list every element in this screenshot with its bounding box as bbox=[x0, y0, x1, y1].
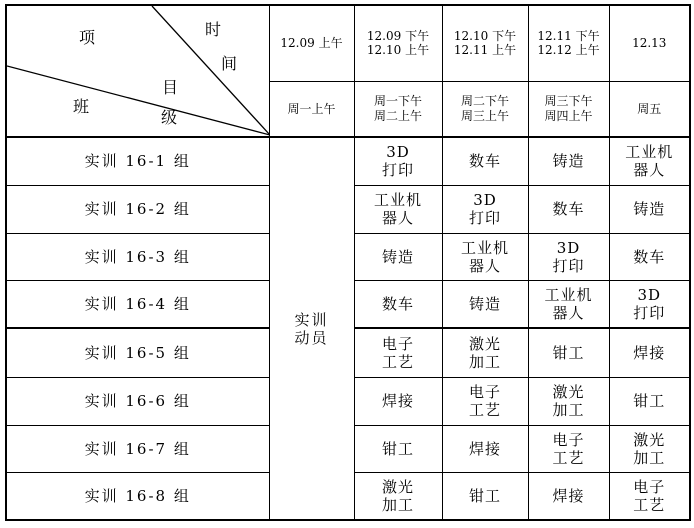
group-name-cell: 实训 16-2 组 bbox=[6, 185, 269, 233]
course-cell bbox=[442, 280, 528, 328]
mobilization-cell bbox=[269, 137, 354, 520]
date-line: 12.10 下午 bbox=[453, 28, 517, 43]
course-line: 器人 bbox=[381, 209, 414, 227]
course-line: 加工 bbox=[552, 401, 585, 419]
course-line: 数车 bbox=[552, 200, 585, 218]
course-line: 工业机 bbox=[625, 143, 674, 162]
group-name-cell: 实训 16-5 组 bbox=[6, 328, 269, 377]
corner-label-mu: 目 bbox=[162, 78, 179, 97]
weekday-line: 周二上午 bbox=[373, 108, 422, 123]
date-line: 12.11 上午 bbox=[453, 43, 517, 58]
course-line: 钳工 bbox=[552, 343, 585, 362]
course-cell bbox=[609, 328, 690, 377]
course-cell bbox=[442, 377, 528, 425]
mobilization-line: 动员 bbox=[294, 328, 329, 347]
course-line: 电子 bbox=[468, 383, 501, 401]
corner-label-ban: 班 bbox=[73, 97, 90, 116]
course-line: 铸造 bbox=[552, 152, 585, 171]
header-date-1 bbox=[269, 5, 354, 81]
course-line: 铸造 bbox=[381, 247, 414, 266]
course-cell bbox=[609, 280, 690, 328]
header-weekday-1 bbox=[269, 81, 354, 137]
course-cell bbox=[528, 233, 609, 280]
course-line: 工艺 bbox=[468, 401, 501, 419]
mobilization-line: 实训 bbox=[294, 310, 329, 329]
header-date-2 bbox=[354, 5, 442, 81]
course-line: 工艺 bbox=[552, 448, 585, 467]
course-cell bbox=[354, 328, 442, 377]
header-weekday-2 bbox=[354, 81, 442, 137]
course-line: 电子 bbox=[633, 477, 666, 496]
course-cell bbox=[442, 425, 528, 472]
course-cell bbox=[609, 185, 690, 233]
course-line: 打印 bbox=[468, 209, 501, 227]
corner-label-shi: 时 bbox=[205, 20, 222, 39]
date-line: 12.09 上午 bbox=[280, 36, 343, 51]
schedule-table-wrapper bbox=[5, 4, 689, 522]
course-cell bbox=[609, 137, 690, 185]
course-line: 器人 bbox=[633, 161, 666, 180]
header-weekday-3 bbox=[442, 81, 528, 137]
course-cell bbox=[354, 233, 442, 280]
course-cell bbox=[442, 233, 528, 280]
course-line: 加工 bbox=[381, 495, 414, 514]
course-line: 激光 bbox=[633, 430, 666, 449]
course-line: 打印 bbox=[381, 161, 414, 180]
course-line: 加工 bbox=[468, 352, 501, 371]
course-line: 钳工 bbox=[468, 486, 501, 505]
course-cell bbox=[528, 328, 609, 377]
weekday-line: 周一下午 bbox=[373, 94, 422, 109]
course-line: 工业机 bbox=[460, 238, 509, 257]
header-corner-cell bbox=[6, 5, 269, 137]
course-line: 数车 bbox=[468, 152, 501, 171]
course-line: 钳工 bbox=[381, 439, 414, 458]
course-line: 激光 bbox=[468, 334, 501, 353]
course-line: 电子 bbox=[381, 334, 414, 353]
course-cell bbox=[609, 425, 690, 472]
course-line: 钳工 bbox=[633, 392, 666, 410]
course-line: 铸造 bbox=[468, 294, 501, 313]
course-line: 焊接 bbox=[552, 486, 585, 505]
course-line: 激光 bbox=[381, 477, 414, 496]
corner-label-xiang: 项 bbox=[79, 28, 96, 47]
course-line: 数车 bbox=[381, 294, 414, 313]
schedule-table bbox=[5, 4, 691, 521]
header-date-row bbox=[6, 5, 690, 81]
weekday-line: 周二下午 bbox=[460, 94, 509, 109]
course-cell bbox=[442, 472, 528, 520]
course-cell bbox=[442, 185, 528, 233]
course-cell bbox=[442, 328, 528, 377]
course-line: 3D bbox=[637, 285, 662, 304]
weekday-line: 周三下午 bbox=[544, 94, 593, 109]
course-line: 焊接 bbox=[633, 343, 666, 362]
course-cell bbox=[609, 472, 690, 520]
date-line: 12.13 bbox=[632, 36, 667, 51]
course-cell bbox=[354, 280, 442, 328]
course-line: 激光 bbox=[552, 383, 585, 401]
header-weekday-5 bbox=[609, 81, 690, 137]
table-row bbox=[6, 137, 690, 185]
header-weekday-4 bbox=[528, 81, 609, 137]
course-cell bbox=[442, 137, 528, 185]
course-cell bbox=[609, 377, 690, 425]
date-line: 12.11 下午 bbox=[537, 28, 600, 43]
course-cell bbox=[354, 137, 442, 185]
course-cell bbox=[528, 472, 609, 520]
weekday-line: 周三上午 bbox=[460, 108, 509, 123]
weekday-line: 周四上午 bbox=[544, 108, 593, 123]
course-line: 工艺 bbox=[633, 495, 666, 514]
date-line: 12.09 下午 bbox=[366, 28, 430, 43]
group-name-cell: 实训 16-7 组 bbox=[6, 425, 269, 472]
weekday-line: 周五 bbox=[637, 101, 662, 116]
course-cell bbox=[354, 472, 442, 520]
course-line: 器人 bbox=[468, 256, 501, 275]
group-name-cell: 实训 16-3 组 bbox=[6, 233, 269, 280]
course-line: 铸造 bbox=[633, 200, 666, 218]
course-line: 电子 bbox=[552, 430, 585, 449]
course-cell bbox=[609, 233, 690, 280]
course-line: 工业机 bbox=[373, 191, 422, 209]
group-name-cell: 实训 16-8 组 bbox=[6, 472, 269, 520]
course-line: 3D bbox=[473, 191, 497, 209]
corner-label-jian: 间 bbox=[221, 54, 238, 73]
course-line: 打印 bbox=[633, 303, 666, 322]
course-cell bbox=[528, 280, 609, 328]
course-line: 3D bbox=[556, 238, 581, 257]
course-line: 打印 bbox=[552, 256, 585, 275]
group-name-cell: 实训 16-4 组 bbox=[6, 280, 269, 328]
course-cell bbox=[354, 425, 442, 472]
group-name-cell: 实训 16-6 组 bbox=[6, 377, 269, 425]
course-line: 加工 bbox=[633, 448, 666, 467]
course-line: 3D bbox=[386, 143, 410, 162]
date-line: 12.10 上午 bbox=[366, 43, 430, 58]
course-line: 焊接 bbox=[468, 439, 501, 458]
course-line: 器人 bbox=[552, 303, 585, 322]
group-name-cell: 实训 16-1 组 bbox=[6, 137, 269, 185]
weekday-line: 周一上午 bbox=[287, 101, 336, 116]
header-date-3 bbox=[442, 5, 528, 81]
header-date-4 bbox=[528, 5, 609, 81]
course-line: 数车 bbox=[633, 247, 666, 266]
course-cell bbox=[528, 377, 609, 425]
course-cell bbox=[528, 137, 609, 185]
course-cell bbox=[528, 425, 609, 472]
course-line: 工艺 bbox=[381, 352, 414, 371]
course-line: 工业机 bbox=[544, 285, 593, 304]
course-cell bbox=[354, 377, 442, 425]
date-line: 12.12 上午 bbox=[537, 43, 600, 58]
header-date-5 bbox=[609, 5, 690, 81]
course-line: 焊接 bbox=[381, 392, 414, 410]
course-cell bbox=[528, 185, 609, 233]
course-cell bbox=[354, 185, 442, 233]
corner-label-ji: 级 bbox=[161, 108, 178, 127]
